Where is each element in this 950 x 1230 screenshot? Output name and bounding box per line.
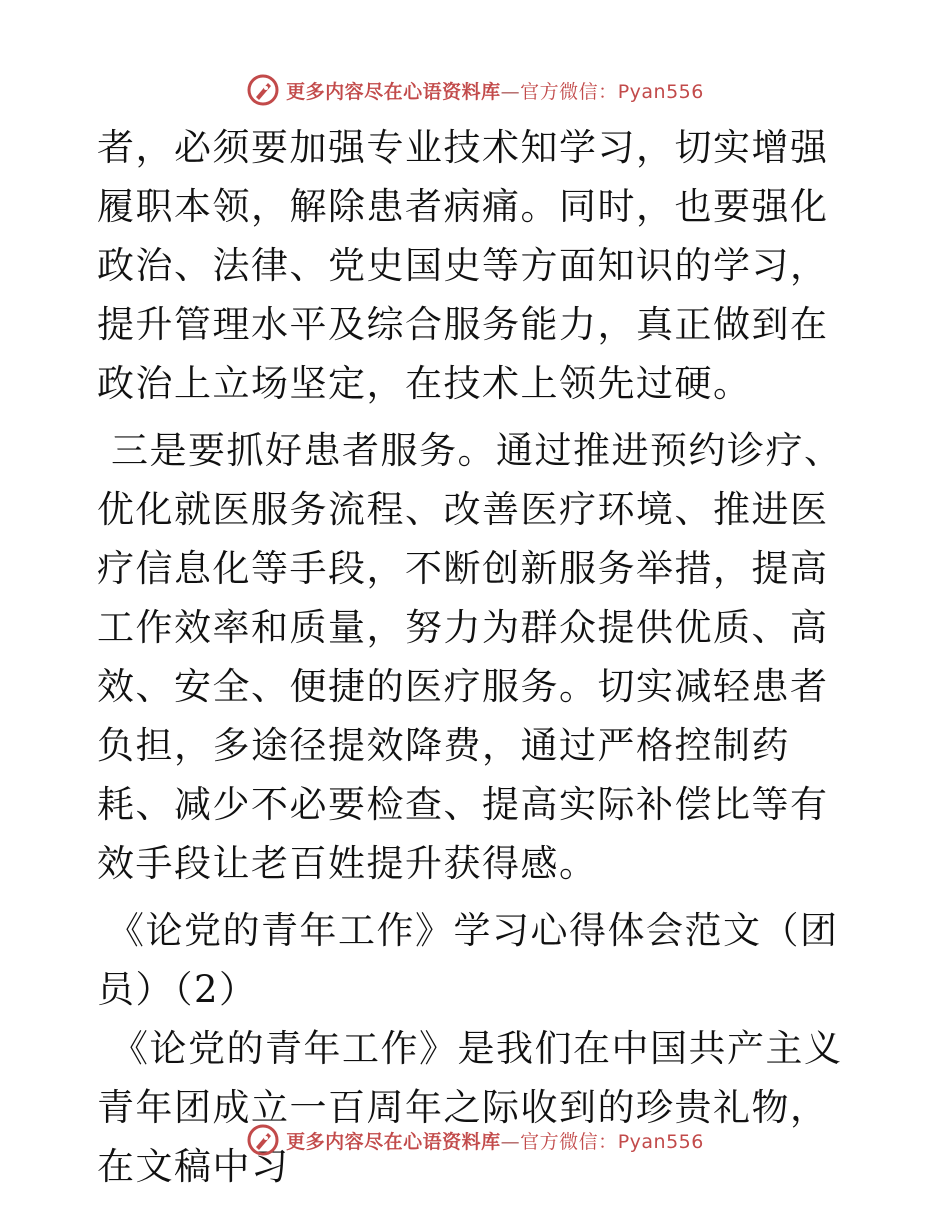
watermark-footer xyxy=(0,1120,950,1160)
pen-nib-icon xyxy=(246,73,280,107)
paragraph-3: 《论党的青年工作》是我们在中国共产主义青年团成立一百周年之际收到的珍贵礼物，在文稿中习 xyxy=(97,1027,843,1188)
watermark-label: 官方微信： xyxy=(520,1130,618,1153)
watermark-separator: — xyxy=(500,80,521,103)
document-body xyxy=(97,118,857,1196)
pen-nib-icon xyxy=(246,1123,280,1157)
watermark-text xyxy=(286,1127,704,1154)
watermark-label: 官方微信： xyxy=(520,80,618,103)
watermark-separator: — xyxy=(500,1130,521,1153)
watermark-header xyxy=(0,70,950,110)
paragraph-1: 者，必须要加强专业技术知学习，切实增强履职本领，解除患者病痛。同时，也要强化政治、法律、党史国史等方面知识的学习，提升管理水平及综合服务能力，真正做到在政治上立场坚定，在技术上领先过硬。 xyxy=(97,126,829,405)
watermark-brand: 更多内容尽在心语资料库 xyxy=(286,80,501,103)
watermark-account: Pyan556 xyxy=(617,80,704,103)
paragraph-2: 三是要抓好患者服务。通过推进预约诊疗、优化就医服务流程、改善医疗环境、推进医疗信息化等手段，不断创新服务举措，提高工作效率和质量，努力为群众提供优质、高效、安全、便捷的医疗服务。切实减轻患者负担，多途径提效降费，通过严格控制药耗、减少不必要检查、提高实际补偿比等有效手段让老百姓提升获得感。 xyxy=(97,429,843,885)
watermark-brand: 更多内容尽在心语资料库 xyxy=(286,1130,501,1153)
section-heading: 《论党的青年工作》学习心得体会范文（团员）（2） xyxy=(97,909,839,1011)
watermark-text xyxy=(286,77,704,104)
watermark-account: Pyan556 xyxy=(617,1130,704,1153)
